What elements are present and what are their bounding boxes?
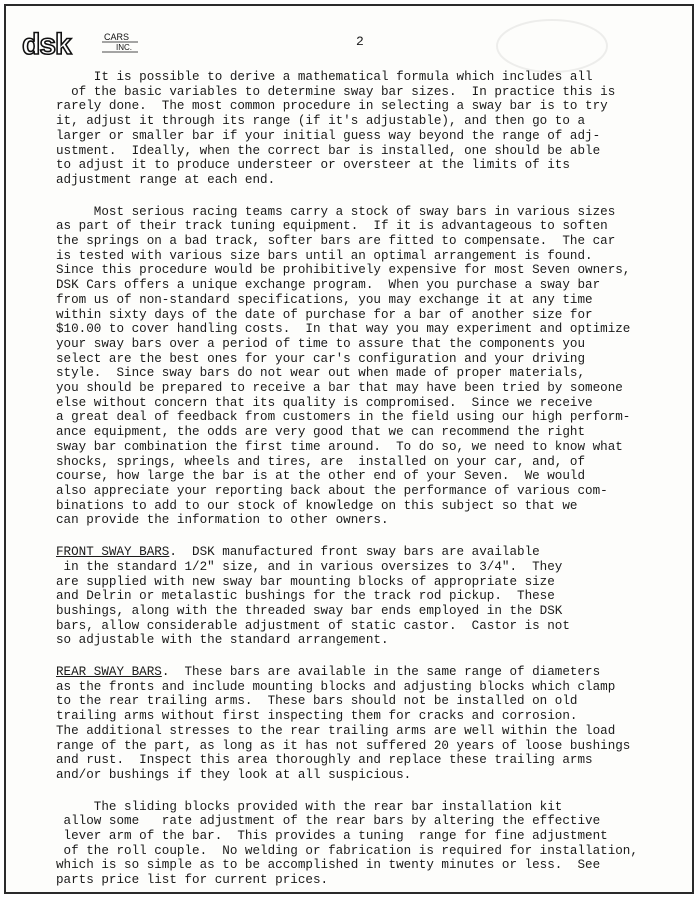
- text-line: bushings, along with the threaded sway bar ends employed in the DSK: [56, 603, 563, 618]
- text-line: to adjust it to produce understeer or oversteer at the limits of its: [56, 158, 570, 173]
- text-line: your sway bars over a period of time to assure that the components you: [56, 336, 586, 351]
- text-line: bars, allow considerable adjustment of static castor. Castor is not: [56, 618, 570, 633]
- text-line: sway bar combination the first time around. To do so, we need to know what: [56, 439, 623, 454]
- background-watermark: [492, 16, 612, 76]
- logo-sub-cars: CARS: [104, 32, 130, 42]
- text-line: it, adjust it through its range (if it's adjustable), and then go to a: [56, 114, 586, 129]
- text-line: allow some rate adjustment of the rear bars by altering the effective: [56, 814, 601, 829]
- text-line: also appreciate your reporting back about the performance of various com-: [56, 483, 608, 498]
- text-line: you should be prepared to receive a bar that may have been tried by someone: [56, 381, 623, 396]
- text-line: and Delrin or metalastic bushings for the track rod pickup. These: [56, 589, 555, 604]
- page-number: 2: [356, 34, 364, 49]
- text-line: rarely done. The most common procedure in selecting a sway bar is to try: [56, 99, 608, 114]
- text-line: of the basic variables to determine sway bar sizes. In practice this is: [56, 84, 616, 99]
- text-line: of the roll couple. No welding or fabrication is required for installation,: [56, 843, 638, 858]
- text-line-rest: . These bars are available in the same range of diameters: [161, 665, 601, 680]
- text-line: The sliding blocks provided with the rear bar installation kit: [56, 799, 563, 814]
- text-line: adjustment range at each end.: [56, 172, 276, 187]
- text-line: binations to add to our stock of knowledge on this subject so that we: [56, 498, 578, 513]
- text-line: parts price list for current prices.: [56, 873, 329, 888]
- text-line: [56, 665, 694, 680]
- text-line: lever arm of the bar. This provides a tuning range for fine adjustment: [56, 829, 608, 844]
- text-line: the springs on a bad track, softer bars are fitted to compensate. The car: [56, 234, 616, 249]
- dsk-cars-logo: [20, 28, 140, 60]
- text-line: to the rear trailing arms. These bars should not be installed on old: [56, 694, 578, 709]
- text-line: else without concern that its quality is compromised. Since we receive: [56, 395, 593, 410]
- paragraph: [56, 665, 694, 783]
- paragraph: [56, 545, 694, 648]
- section-heading: REAR SWAY BARS: [56, 665, 162, 680]
- text-line: range of the part, as long as it has not suffered 20 years of loose bushings: [56, 738, 631, 753]
- text-line: a great deal of feedback from customers in the field using our high perform-: [56, 410, 631, 425]
- paragraph: [56, 800, 694, 888]
- text-line: Since this procedure would be prohibitively expensive for most Seven owners,: [56, 263, 631, 278]
- text-line: course, how large the bar is at the other end of your Seven. We would: [56, 469, 586, 484]
- text-line: is tested with various size bars until an optimal arrangement is found.: [56, 248, 593, 263]
- section-heading: FRONT SWAY BARS: [56, 545, 170, 560]
- text-line: so adjustable with the standard arrangement.: [56, 633, 389, 648]
- text-line: larger or smaller bar if your initial guess way beyond the range of adj-: [56, 128, 601, 143]
- logo-sub-inc: INC.: [116, 43, 132, 52]
- text-line: can provide the information to other owners.: [56, 513, 389, 528]
- text-line: DSK Cars offers a unique exchange program. When you purchase a sway bar: [56, 278, 601, 293]
- text-line: It is possible to derive a mathematical formula which includes all: [56, 70, 593, 84]
- document-body: [56, 70, 694, 894]
- text-line: and rust. Inspect this area thoroughly and replace these trailing arms: [56, 753, 593, 768]
- document-page: [4, 4, 694, 894]
- paragraph: [56, 70, 694, 188]
- text-line: select are the best ones for your car's configuration and your driving: [56, 351, 586, 366]
- text-line: Most serious racing teams carry a stock of sway bars in various sizes: [56, 204, 616, 219]
- text-line: and/or bushings if they look at all suspicious.: [56, 767, 412, 782]
- text-line: $10.00 to cover handling costs. In that way you may experiment and optimize: [56, 322, 631, 337]
- text-line: from us of non-standard specifications, you may exchange it at any time: [56, 292, 593, 307]
- text-line: style. Since sway bars do not wear out when made of proper materials,: [56, 366, 586, 381]
- text-line: are supplied with new sway bar mounting blocks of appropriate size: [56, 574, 555, 589]
- text-line: in the standard 1/2" size, and in various oversizes to 3/4". They: [56, 559, 563, 574]
- text-line: as the fronts and include mounting blocks and adjusting blocks which clamp: [56, 679, 616, 694]
- text-line: trailing arms without first inspecting them for cracks and corrosion.: [56, 709, 578, 724]
- text-line: as part of their track tuning equipment. If it is advantageous to soften: [56, 219, 608, 234]
- paragraph: [56, 205, 694, 528]
- logo-wordmark: dsk: [22, 28, 71, 60]
- text-line: ance equipment, the odds are very good that we can recommend the right: [56, 425, 586, 440]
- text-line: which is so simple as to be accomplished in twenty minutes or less. See: [56, 858, 601, 873]
- text-line-rest: . DSK manufactured front sway bars are available: [169, 545, 540, 560]
- text-line: ustment. Ideally, when the correct bar is installed, one should be able: [56, 143, 601, 158]
- text-line: shocks, springs, wheels and tires, are installed on your car, and, of: [56, 454, 586, 469]
- text-line: within sixty days of the date of purchase for a bar of another size for: [56, 307, 593, 322]
- text-line: [56, 545, 694, 560]
- text-line: The additional stresses to the rear trailing arms are well within the load: [56, 723, 616, 738]
